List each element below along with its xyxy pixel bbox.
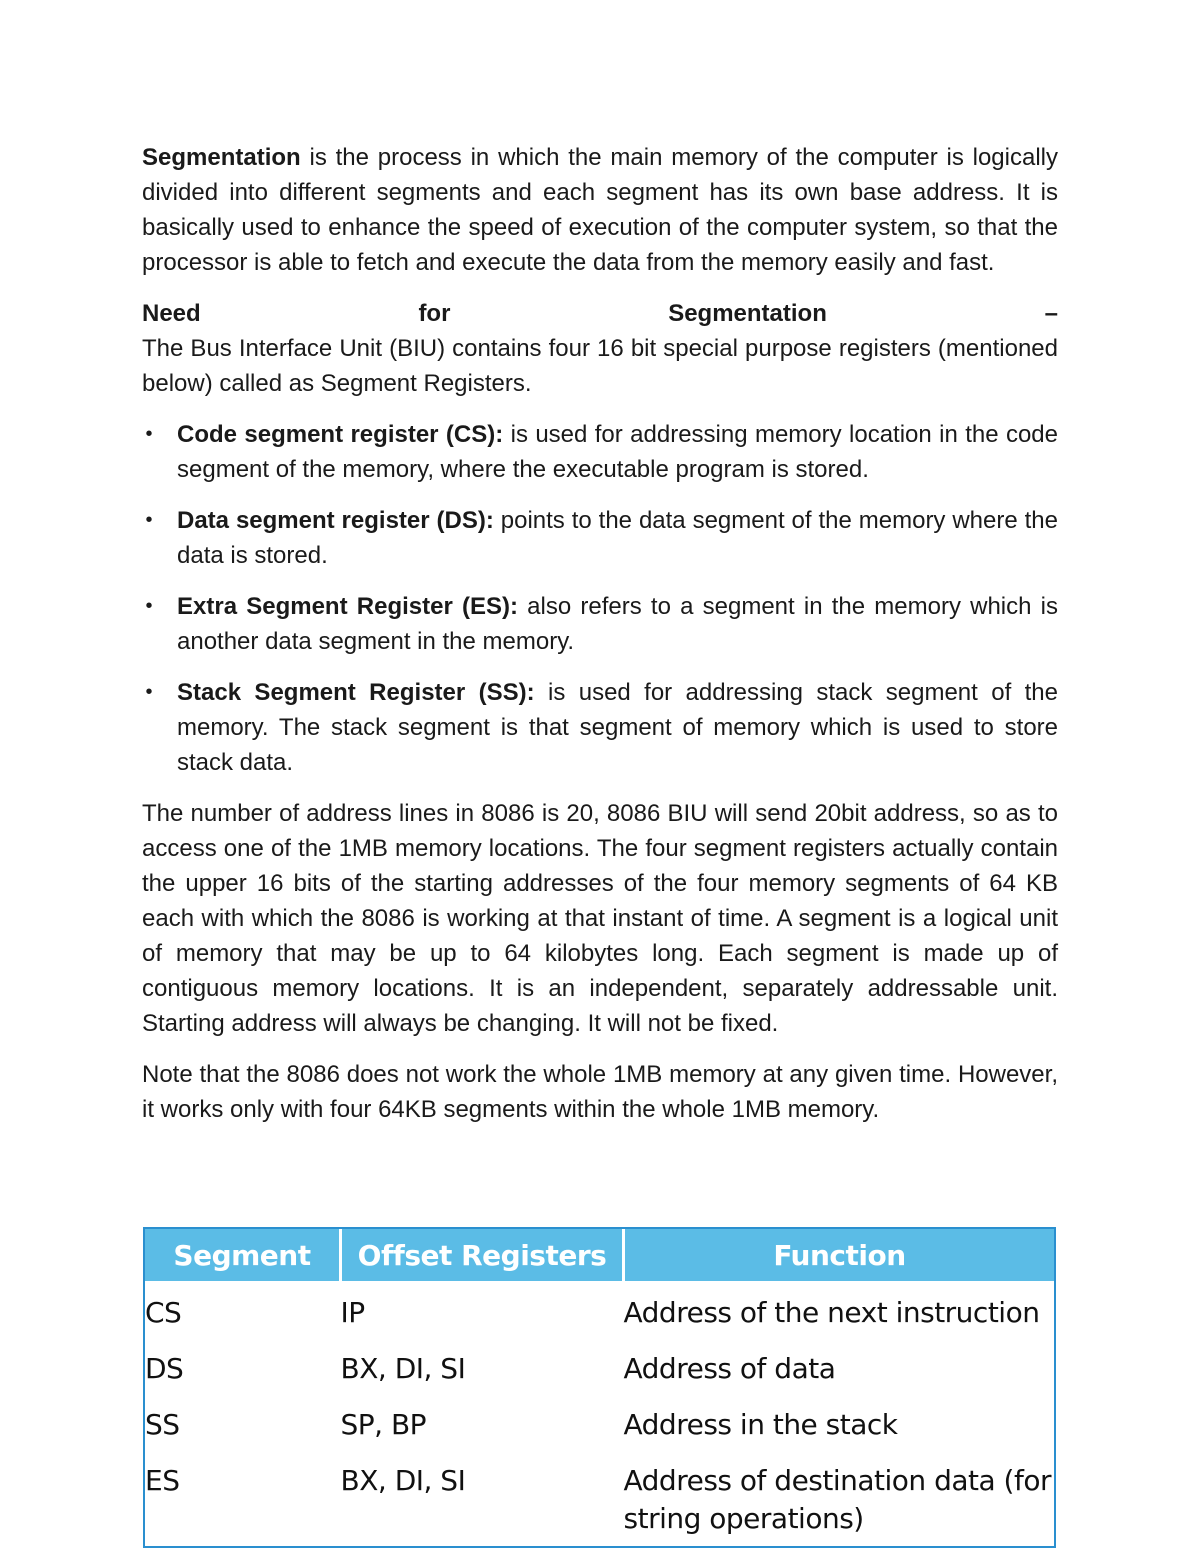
intro-paragraph [142, 140, 1058, 280]
bullet-icon: • [145, 509, 153, 531]
register-desc: points to the data segment of the memory where the data is stored. [177, 507, 1059, 569]
cell-function: Address of the next instruction [623, 1296, 1040, 1329]
need-heading-word: for [418, 300, 451, 327]
register-desc: also refers to a segment in the memory which is another data segment in the memory. [177, 593, 1058, 655]
need-heading-word: Need [142, 300, 201, 327]
table-row [145, 1396, 1054, 1452]
list-item [142, 417, 1058, 487]
register-name: Extra Segment Register (ES): [177, 593, 518, 620]
register-desc: is used for addressing stack segment of the memory. The stack segment is that segment of memory which is used to store stack data. [177, 679, 1058, 776]
cell-offset: IP [340, 1296, 365, 1329]
table-row [145, 1452, 1054, 1546]
cell-segment: SS [145, 1408, 180, 1441]
cell-offset: SP, BP [340, 1408, 427, 1441]
cell-function: Address in the stack [623, 1408, 898, 1441]
cell-function: Address of data [623, 1352, 836, 1385]
list-item [142, 675, 1058, 780]
bullet-icon: • [145, 681, 153, 703]
need-paragraph: The Bus Interface Unit (BIU) contains four 16 bit special purpose registers (mentioned below) called as Segment Registers. [142, 335, 1058, 397]
document-page [142, 140, 1058, 1143]
cell-function: Address of destination data (for string operations) [623, 1464, 1051, 1535]
need-heading-dash: – [1044, 300, 1058, 327]
need-heading [142, 296, 1058, 331]
header-segment: Segment [145, 1229, 341, 1283]
cell-segment: DS [145, 1352, 184, 1385]
register-name: Data segment register (DS): [177, 507, 494, 534]
header-function: Function [624, 1229, 1055, 1283]
need-heading-word: Segmentation [668, 300, 827, 327]
intro-term: Segmentation [142, 144, 301, 171]
register-name: Code segment register (CS): [177, 421, 504, 448]
table-row [145, 1340, 1054, 1396]
note-paragraph: Note that the 8086 does not work the whole 1MB memory at any given time. However, it works only with four 64KB segments within the whole 1MB memory. [142, 1061, 1058, 1123]
cell-segment: CS [145, 1296, 182, 1329]
table-header-row [145, 1229, 1054, 1283]
register-list [142, 417, 1058, 780]
list-item [142, 589, 1058, 659]
register-desc: is used for addressing memory location in the code segment of the memory, where the executable program is stored. [177, 421, 1058, 483]
bullet-icon: • [145, 595, 153, 617]
cell-offset: BX, DI, SI [340, 1352, 466, 1385]
address-paragraph: The number of address lines in 8086 is 20, 8086 BIU will send 20bit address, so as to access one of the 1MB memory locations. The four segment registers actually contain the upper 16 bits of the starting addresses of the four memory segments of 64 KB each with which the 8086 is working at that instant of time. A segment is a logical unit of memory that may be up to 64 kilobytes long. Each segment is made up of contiguous memory locations. It is an independent, separately addressable unit. Starting address will always be changing. It will not be fixed. [142, 800, 1058, 1037]
table-row [145, 1283, 1054, 1341]
segment-table-image [143, 1227, 1056, 1548]
list-item [142, 503, 1058, 573]
cell-offset: BX, DI, SI [340, 1464, 466, 1497]
bullet-icon: • [145, 423, 153, 445]
cell-segment: ES [145, 1464, 180, 1497]
intro-text: is the process in which the main memory of the computer is logically divided into different segments and each segment has its own base address. It is basically used to enhance the speed of execution of the computer system, so that the processor is able to fetch and execute the data from the memory easily and fast. [142, 144, 1058, 276]
segment-table [145, 1229, 1054, 1546]
header-offset-registers: Offset Registers [341, 1229, 624, 1283]
register-name: Stack Segment Register (SS): [177, 679, 535, 706]
